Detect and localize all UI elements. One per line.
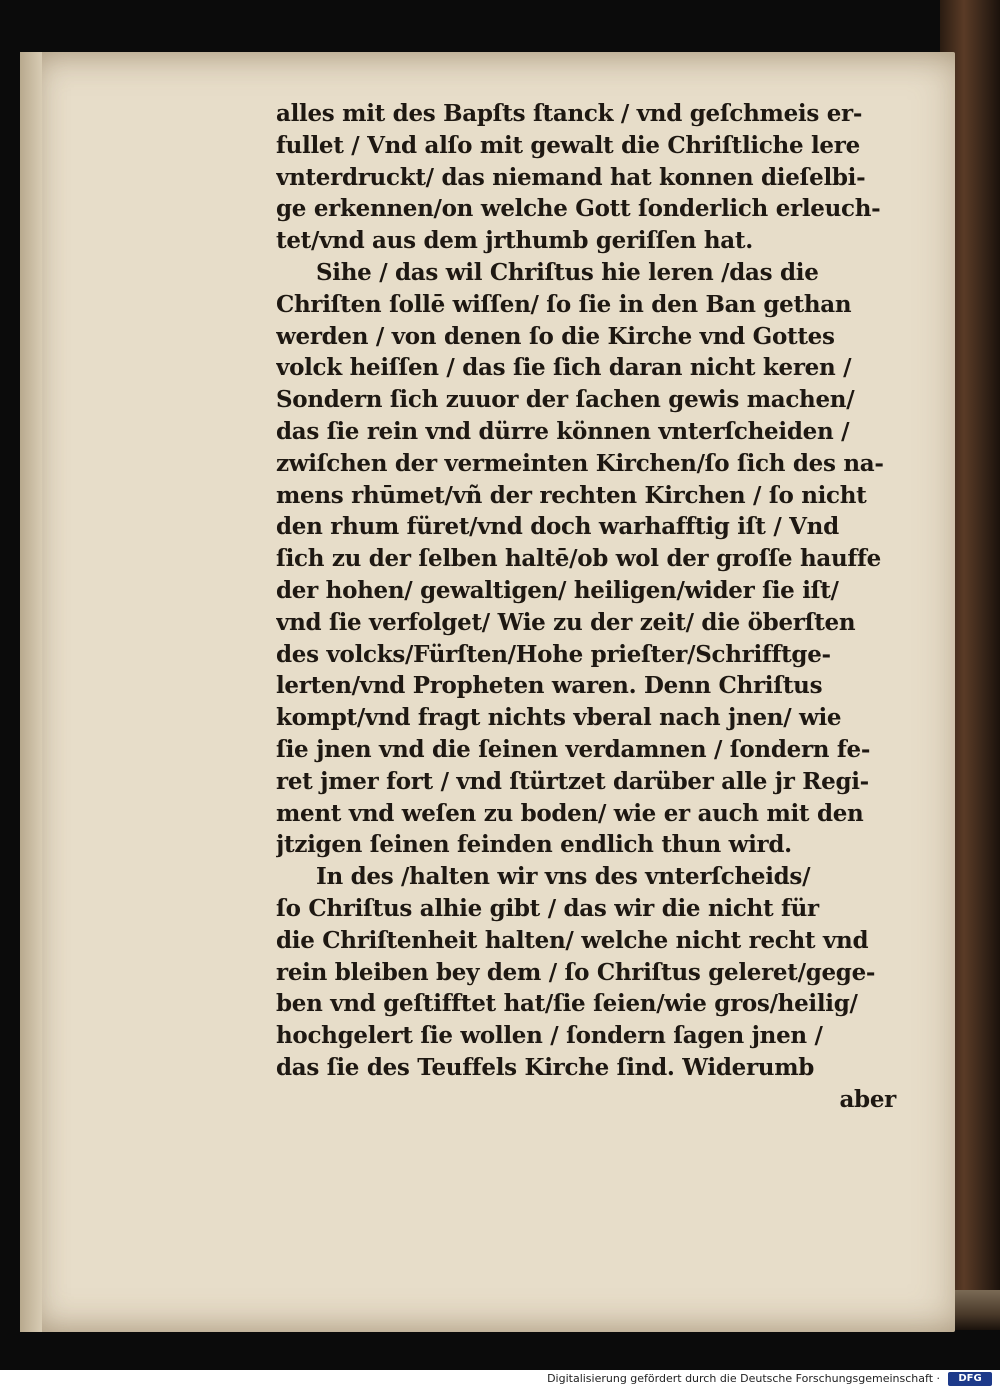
funding-credit: Digitalisierung gefördert durch die Deutsche Forschungsgemeinschaft ·: [547, 1372, 940, 1385]
text-line: ſie jnen vnd die ſeinen verdamnen / ſondern fe-: [276, 735, 871, 763]
text-line: ſo Chriſtus alhie gibt / das wir die nicht für: [276, 894, 819, 922]
text-line: vnterdruckt/ das niemand hat konnen dieſelbi-: [276, 163, 866, 191]
text-line: alles mit des Bapſts ſtanck / vnd geſchmeis er-: [276, 100, 863, 127]
dfg-logo-icon: DFG: [948, 1372, 992, 1386]
text-line: das ſie des Teuffels Kirche ſind. Widerumb: [276, 1053, 815, 1081]
text-line: ben vnd geſtifftet hat/ſie ſeien/wie gros/heilig/: [276, 990, 858, 1018]
text-line: Sondern ſich zuuor der ſachen gewis machen/: [276, 386, 855, 414]
text-line: fullet / Vnd alſo mit gewalt die Chriſtliche lere: [276, 131, 860, 159]
text-line: zwiſchen der vermeinten Kirchen/ſo ſich des na-: [276, 449, 884, 477]
text-line: vnd ſie verfolget/ Wie zu der zeit/ die öberſten: [276, 608, 856, 636]
text-line: die Chriſtenheit halten/ welche nicht recht vnd: [276, 926, 869, 954]
text-line: den rhum füret/vnd doch warhafftig iſt / Vnd: [276, 513, 839, 541]
catchword: aber: [839, 1085, 896, 1113]
text-line: rein bleiben bey dem / ſo Chriſtus geleret/gege-: [276, 958, 876, 986]
page-text-block: [276, 98, 916, 1116]
text-line: ment vnd weſen zu boden/ wie er auch mit den: [276, 799, 864, 827]
page-left-edge: [20, 52, 42, 1332]
text-line: der hohen/ gewaltigen/ heiligen/wider ſie iſt/: [276, 576, 839, 604]
text-line: werden / von denen ſo die Kirche vnd Gottes: [276, 322, 835, 350]
text-line: Chriſten ſollē wiſſen/ ſo ſie in den Ban gethan: [276, 290, 852, 318]
text-line: ſich zu der ſelben haltē/ob wol der groſſe hauffe: [276, 545, 881, 573]
text-line: lerten/vnd Propheten waren. Denn Chriſtus: [276, 672, 823, 700]
text-line: tet/vnd aus dem jrthumb geriſſen hat.: [276, 227, 753, 255]
text-line: jtzigen ſeinen feinden endlich thun wird.: [276, 831, 792, 859]
text-line: ge erkennen/on welche Gott ſonderlich erleuch-: [276, 195, 881, 223]
text-line: das ſie rein vnd dürre können vnterſcheiden /: [276, 417, 850, 445]
text-line: hochgelert ſie wollen / ſondern ſagen jnen /: [276, 1022, 823, 1050]
text-line: des volcks/Fürſten/Hohe prieſter/Schrifftge-: [276, 640, 831, 668]
text-line: kompt/vnd fragt nichts vberal nach jnen/ wie: [276, 704, 842, 732]
text-line: mens rhūmet/vñ der rechten Kirchen / ſo nicht: [276, 481, 867, 509]
text-line: volck heiſſen / das ſie ſich daran nicht keren /: [276, 354, 852, 382]
text-line: ret jmer fort / vnd ſtürtzet darüber alle jr Regi-: [276, 767, 869, 795]
text-line: In des /halten wir vns des vnterſcheids/: [316, 863, 811, 891]
text-line: Sihe / das wil Chriſtus hie leren /das die: [316, 258, 819, 286]
